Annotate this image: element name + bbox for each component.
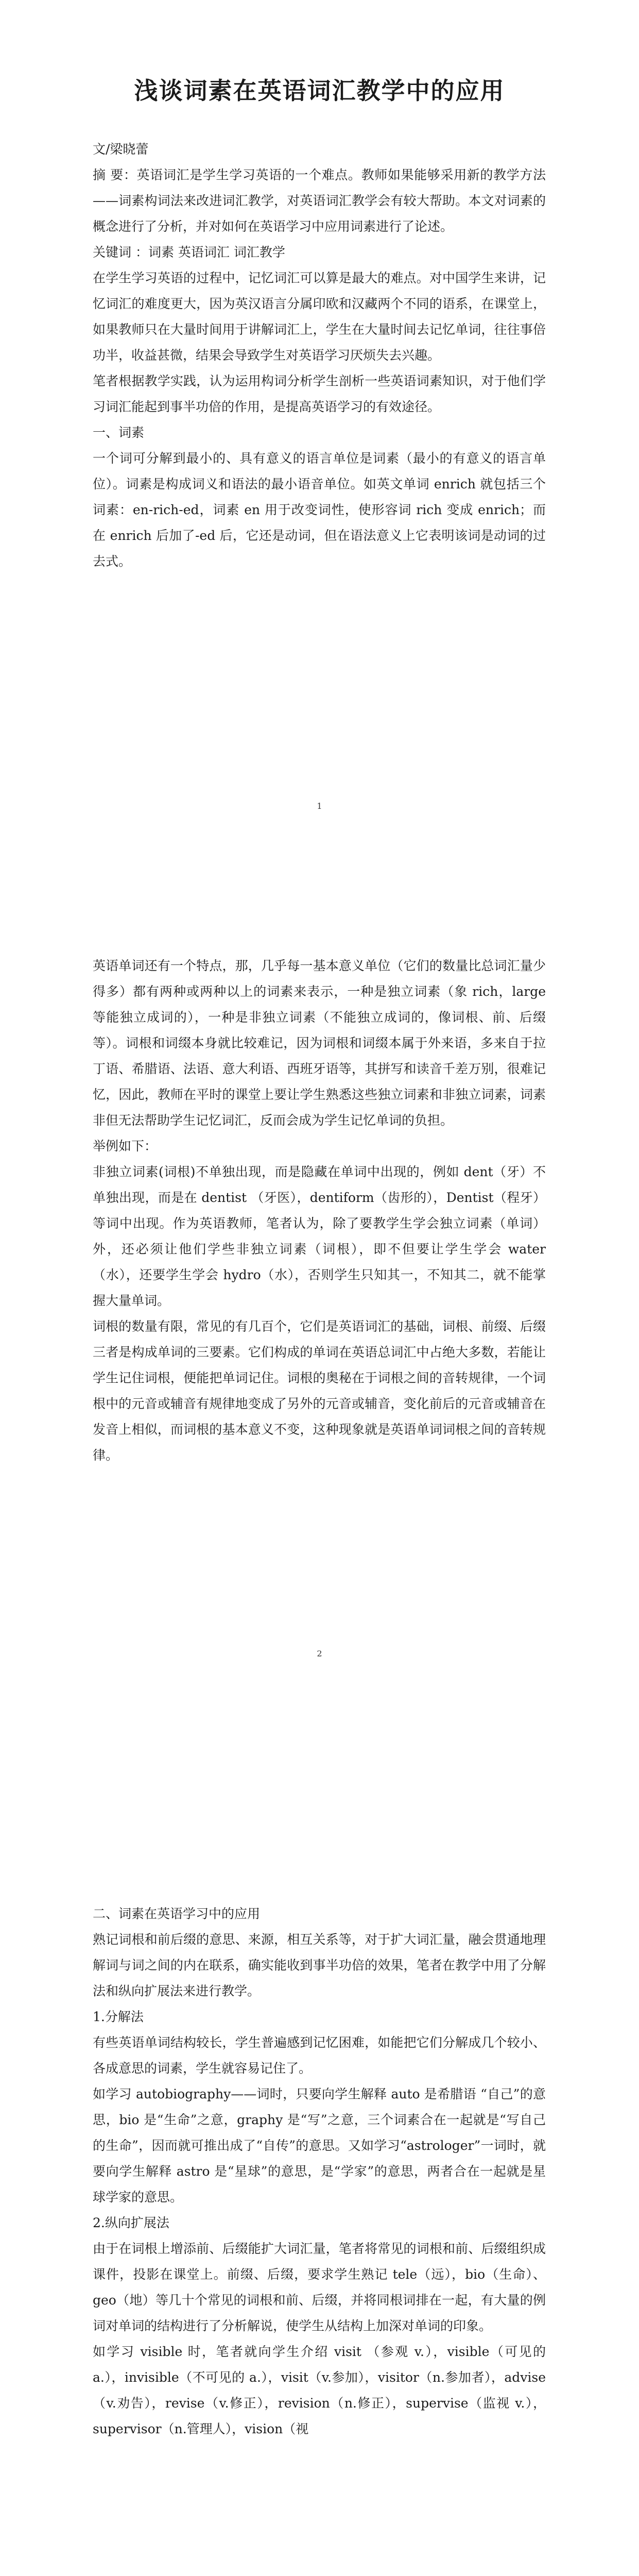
- body-paragraph: 一个词可分解到最小的、具有意义的语言单位是词素（最小的有意义的语言单位）。词素是构成词义和语法的最小语音单位。如英文单词 enrich 就包括三个词素：en-rich-ed，词素 en 用于改变词性，使形容词 rich 变成 enrich；而在 enrich 后加了-ed 后，它还是动词，但在语法意义上它表明该词是动词的过去式。: [93, 451, 546, 569]
- body-paragraph: 熟记词根和前后缀的意思、来源，相互关系等，对于扩大词汇量，融会贯通地理解词与词之间的内在联系，确实能收到事半功倍的效果，笔者在教学中用了分解法和纵向扩展法来进行教学。: [93, 1932, 546, 1998]
- subsection-heading: 1.分解法: [93, 2009, 144, 2024]
- body-paragraph: 英语单词还有一个特点，那，几乎每一基本意义单位（它们的数量比总词汇量少得多）都有两种或两种以上的词素来表示，一种是独立词素（象 rich，large 等能独立成词的），一种是非独立词素（不能独立成词的，像词根、前、后缀等）。词根和词缀本身就比较难记，因为词根和词缀本属于外来语，多来自于拉丁语、希腊语、法语、意大利语、西班牙语等，其拼写和读音千差万别，很难记忆，因此，教师在平时的课堂上要让学生熟悉这些独立词素和非独立词素，词素非但无法帮助学生记忆词汇，反而会成为学生记忆单词的负担。: [93, 958, 546, 1128]
- body-paragraph: 举例如下：: [93, 1139, 158, 1154]
- abstract: 摘 要：英语词汇是学生学习英语的一个难点。教师如果能够采用新的教学方法——词素构词法来改进词汇教学，对英语词汇教学会有较大帮助。本文对词素的概念进行了分析，并对如何在英语学习中应用词素进行了论述。: [93, 167, 546, 234]
- body-paragraph: 在学生学习英语的过程中，记忆词汇可以算是最大的难点。对中国学生来讲，记忆词汇的难度更大，因为英汉语言分属印欧和汉藏两个不同的语系，在课堂上，如果教师只在大量时间用于讲解词汇上，学生在大量时间去记忆单词，往往事倍功半，收益甚微，结果会导致学生对英语学习厌烦失去兴趣。: [93, 270, 546, 363]
- body-paragraph: 由于在词根上增添前、后缀能扩大词汇量，笔者将常见的词根和前、后缀组织成课件，投影在课堂上。前缀、后缀，要求学生熟记 tele（远），bio（生命）、geo（地）等几十个常见的词根和前、后缀，并将同根词排在一起，有大量的例词对单词的结构进行了分析解说，使学生从结构上加深对单词的印象。: [93, 2241, 546, 2333]
- body-paragraph: 如学习 autobiography——词时，只要向学生解释 auto 是希腊语 “自己”的意思，bio 是“生命”之意，graphy 是“写”之意，三个词素合在一起就是“写自己的生命”，因而就可推出成了“自传”的意思。又如学习“astrologer”一词时，就要向学生解释 astro 是“星球”的意思，是“学家”的意思，两者合在一起就是星球学家的意思。: [93, 2087, 546, 2205]
- page-3-content: [93, 1901, 546, 2442]
- body-paragraph: 如学习 visible 时，笔者就向学生介绍 visit （参观 v.），visible（可见的 a.），invisible（不可见的 a.），visit（v.参加），visitor（n.参加者），advise（v.劝告），revise（v.修正），revision（n.修正），supervise（监视 v.），supervisor（n.管理人），vision（视: [93, 2344, 546, 2436]
- section-heading: 二、词素在英语学习中的应用: [93, 1906, 261, 1921]
- page-number: 1: [317, 801, 322, 811]
- page-number: 2: [317, 1649, 322, 1658]
- body-paragraph: 笔者根据教学实践，认为运用构词分析学生剖析一些英语词素知识，对于他们学习词汇能起到事半功倍的作用，是提高英语学习的有效途径。: [93, 374, 546, 414]
- section-heading: 一、词素: [93, 425, 145, 440]
- page-1-content: [93, 137, 546, 574]
- author-line: 文/梁晓蕾: [93, 142, 149, 157]
- article-title: 浅谈词素在英语词汇教学中的应用: [134, 77, 505, 105]
- body-paragraph: 词根的数量有限，常见的有几百个，它们是英语词汇的基础，词根、前缀、后缀三者是构成单词的三要素。它们构成的单词在英语总词汇中占绝大多数，若能让学生记住词根，便能把单词记住。词根的奥秘在于词根之间的音转规律，一个词根中的元音或辅音有规律地变成了另外的元音或辅音，变化前后的元音或辅音在发音上相似，而词根的基本意义不变，这种现象就是英语单词词根之间的音转规律。: [93, 1319, 546, 1463]
- subsection-heading: 2.纵向扩展法: [93, 2215, 169, 2230]
- body-paragraph: 有些英语单词结构较长，学生普遍感到记忆困难，如能把它们分解成几个较小、各成意思的词素，学生就容易记住了。: [93, 2035, 546, 2076]
- body-paragraph: 非独立词素(词根)不单独出现，而是隐藏在单词中出现的，例如 dent（牙）不单独出现，而是在 dentist （牙医），dentiform（齿形的），Dentist（程牙）等词中出现。作为英语教师，笔者认为，除了要教学生学会独立词素（单词）外，还必须让他们学些非独立词素（词根），即不但要让学生学会 water（水），还要学生学会 hydro（水），否则学生只知其一，不知其二，就不能掌握大量单词。: [93, 1164, 546, 1308]
- page-2-content: [93, 953, 546, 1468]
- keywords: 关键词 ：词素 英语词汇 词汇教学: [93, 245, 285, 260]
